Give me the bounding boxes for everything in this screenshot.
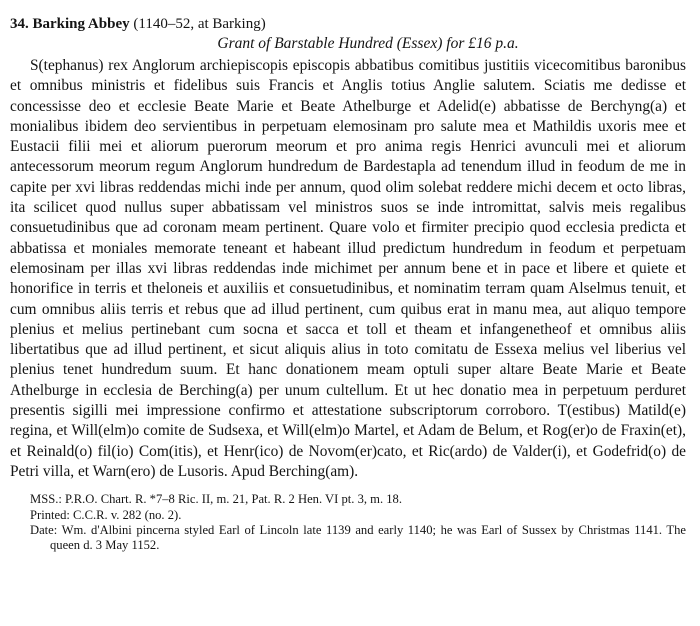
note-date: Date: Wm. d'Albini pincerna styled Earl of Lincoln late 1139 and early 1140; he was Earl of Sussex by Christmas 1141. The queen d. 3 May 1152. — [30, 523, 686, 553]
editorial-notes — [10, 492, 686, 554]
charter-subtitle: Grant of Barstable Hundred (Essex) for £16 p.a. — [217, 35, 519, 52]
note-printed: Printed: C.C.R. v. 282 (no. 2). — [30, 507, 182, 522]
charter-date-place: (1140–52, at Barking) — [133, 16, 266, 32]
charter-title: Barking Abbey — [32, 16, 130, 32]
charter-number: 34. — [10, 16, 29, 32]
note-mss: MSS.: P.R.O. Chart. R. *7–8 Ric. II, m. 21, Pat. R. 2 Hen. VI pt. 3, m. 18. — [30, 492, 403, 507]
charter-heading — [10, 14, 686, 34]
charter-text: S(tephanus) rex Anglorum archiepiscopis episcopis abbatibus comitibus justitiis vicecomitibus baronibus et omnibus ministris et fidelibus suis Francis et Anglis totius Anglie salutem. Sciatis me dedisse et concessisse deo et ecclesie Beate Marie et Beate Athelburge et Adelid(e) abbatisse de Berchyng(a) et monialibus ibidem deo servientibus in perpetuam elemosinam pro salute mea et Mathildis uxoris mee et Eustacii filii mei et aliorum puerorum meorum et pro anima regis Henrici avunculi mei et aliorum antecessorum meorum regum Anglorum hundredum de Bardestapla ad tenendum illud in feodum de me in capite per xvi libras reddendas michi inde per annum, quod olim solebat reddere michi decem et octo libras, ita scilicet quod nullus super abbatissam vel ministros suos se inde intromittat, salvis meis regalibus consuetudinibus que ad coronam meam pertinent. Quare volo et firmiter precipio quod ecclesia predicta et abbatissa et moniales memorate teneant et habeant illud predictum hundredum in feodum et perpetuam elemosinam per illas xvi libras reddendas inde michimet per annum bene et in pace et libere et quiete et honorifice in terris et theloneis et auxiliis et consuetudinibus, et nominatim terram quam Alselmus tenuit, et cum omnibus aliis terris et rebus que ad illud pertinent, cum quibus erat in manu mea, aut aliquo tempore plenius et melius pertinebant cum socna et sacca et toll et theam et infangenetheof et omnibus aliis libertatibus que ad illud pertinent, et sicut aliquis alius in toto comitatu de Essexa melius vel liberius vel plenius tenet hundredum suum. Et hanc donationem meam optuli super altare Beate Marie et Beate Athelburge in ecclesia de Berching(a) per unum cultellum. Et ut hec donatio mea in perpetuum perduret presentis sigilli mei impressione confirmo et attestatione subscriptorum corroboro. T(estibus) Matild(e) regina, et Will(elm)o comite de Sudsexa, et Will(elm)o Martel, et Adam de Belum, et Rog(er)o de Fraxin(et), et Reinald(o) fil(io) Com(itis), et Henr(ico) de Novom(er)cato, et Ric(ardo) de Valder(i), et Godefrid(o) de Petri villa, et Warn(ero) de Lusoris. Apud Berching(am). — [10, 57, 686, 480]
